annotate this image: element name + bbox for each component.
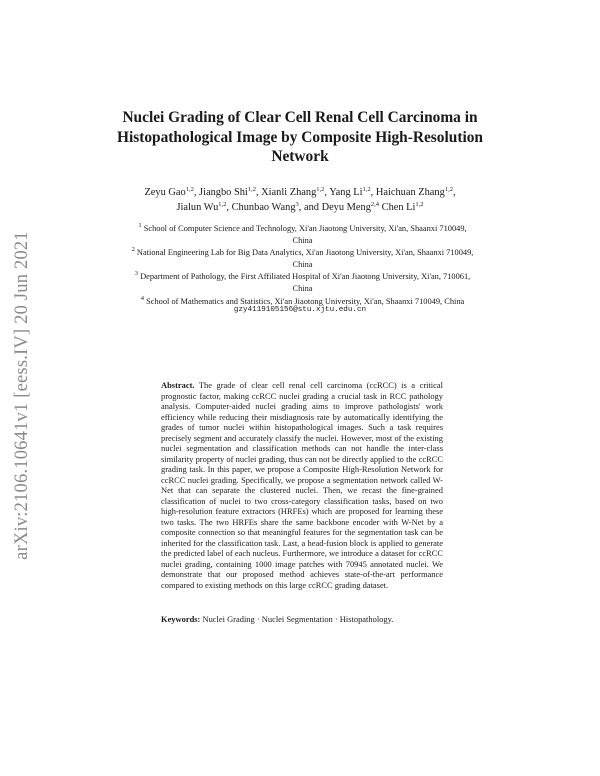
author: Haichuan Zhang$^{1,2}$,: [375, 186, 456, 198]
author: Jiangbo Shi$^{1,2}$,: [199, 186, 262, 198]
author: Deyu Meng$^{2,4}$: [321, 201, 380, 213]
author: Chunbao Wang$^3$, and: [231, 201, 322, 213]
author: Zeyu Gao$^{1,2}$,: [144, 186, 200, 198]
abstract: [161, 380, 443, 590]
contact-email[interactable]: gzy4119105156@stu.xjtu.edu.cn: [233, 306, 367, 314]
author: Chen Li$^{1,2}$: [381, 201, 424, 213]
author-list: [140, 185, 460, 215]
keywords-label: Keywords:: [161, 614, 201, 624]
abstract-text: The grade of clear cell renal cell carcinoma (ccRCC) is a critical prognostic factor, making ccRCC nuclei grading a crucial task in RCC pathology analysis. Computer-aided nuclei grading aims to improve pathologists' work efficiency while reducing their misdiagnosis rate by automatically identifying the grades of tumor nuclei within histopathological images. Such a task requires precisely segment and accurately classify the nuclei. However, most of the existing nuclei segmentation and classification methods can not handle the inter-class similarity property of nuclei grading, thus can not be directly applied to the ccRCC grading task. In this paper, we propose a Composite High-Resolution Network for ccRCC nuclei grading. Specifically, we propose a segmentation network called W-Net that can separate the clustered nuclei. Then, we recast the fine-grained classification of nuclei to two cross-category classification tasks, based on two high-resolution feature extractors (HRFEs) which are proposed for learning these two tasks. The two HRFEs share the same backbone encoder with W-Net by a composite connection so that meaningful features for the segmentation task can be inherited for the classification task. Last, a head-fusion block is applied to generate the predicted label of each nucleus. Furthermore, we introduce a dataset for ccRCC nuclei grading, containing 1000 image patches with 70945 annotated nuclei. We demonstrate that our proposed method achieves state-of-the-art performance compared to existing methods on this large ccRCC grading dataset.: [161, 380, 443, 590]
arxiv-stamp: [2, 190, 42, 600]
author: Yang Li$^{1,2}$,: [329, 186, 376, 198]
affiliation: $^2$ National Engineering Lab for Big Data Analytics, Xi'an Jiaotong University, Xi'an, Shaanxi 710049, China: [131, 246, 474, 269]
author: Jialun Wu$^{1,2}$,: [176, 201, 232, 213]
keywords-text: Nuclei Grading · Nuclei Segmentation · Histopathology.: [202, 614, 394, 624]
keywords: [161, 614, 443, 625]
affiliation: $^4$ School of Mathematics and Statistics, Xi'an Jiaotong University, Xi'an, Shaanxi 710049, China: [140, 294, 465, 306]
arxiv-stamp-text: arXiv:2106.10641v1 [eess.IV] 20 Jun 2021: [11, 230, 32, 560]
abstract-label: Abstract.: [161, 380, 195, 390]
affiliation-list: [130, 223, 475, 308]
affiliation: $^1$ School of Computer Science and Technology, Xi'an Jiaotong University, Xi'an, Shaanxi 710049, China: [138, 222, 467, 245]
paper-title: Nuclei Grading of Clear Cell Renal Cell Carcinoma in Histopathological Image by Composite High-Resolution Network: [117, 109, 483, 165]
author: Xianli Zhang$^{1,2}$,: [261, 186, 330, 198]
affiliation: $^3$ Department of Pathology, the First Affiliated Hospital of Xi'an Jiaotong University, Xi'an, 710061, China: [134, 270, 471, 293]
